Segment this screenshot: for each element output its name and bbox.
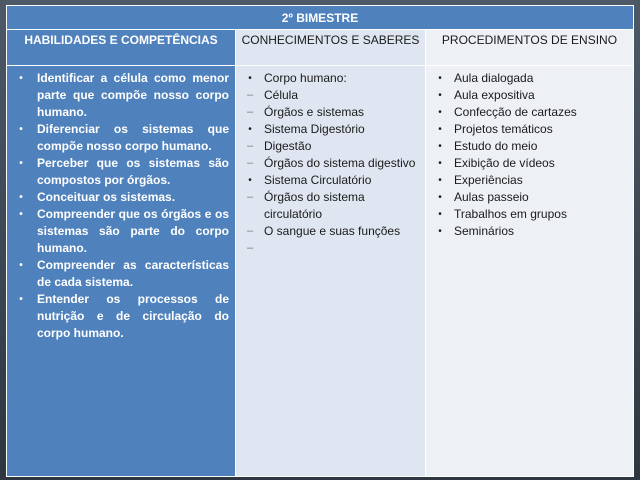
list-item (7, 70, 235, 121)
list-item-text: Exibição de vídeos (454, 156, 555, 170)
list-item-text: Compreender as características de cada sistema. (37, 258, 229, 289)
list-item (236, 70, 425, 87)
dash-bullet-icon: – (246, 225, 254, 237)
list-item (426, 206, 633, 223)
list-item (7, 189, 235, 206)
list-item (236, 155, 425, 172)
column-list (7, 66, 235, 342)
list-item (426, 138, 633, 155)
list-item-text: Perceber que os sistemas são compostos por órgãos. (37, 156, 229, 187)
list-item (7, 206, 235, 257)
column-list (236, 66, 425, 254)
lesson-plan-table (6, 5, 634, 477)
column-procedimentos (426, 30, 633, 476)
list-item-text: Órgãos do sistema digestivo (264, 156, 416, 170)
list-item-text: Sistema Circulatório (264, 173, 372, 187)
list-item-text: Conceituar os sistemas. (37, 190, 176, 204)
column-list (426, 66, 633, 240)
bullet-icon: • (19, 73, 23, 84)
bullet-icon: • (19, 260, 23, 271)
bullet-icon: • (19, 294, 23, 305)
column-habilidades (7, 30, 236, 476)
list-item-text: Órgãos do sistema circulatório (264, 190, 365, 221)
list-item (236, 189, 425, 223)
dash-bullet-icon: – (246, 157, 254, 169)
list-item (236, 223, 425, 240)
bullet-icon: • (248, 175, 252, 186)
list-item (426, 87, 633, 104)
list-item (236, 121, 425, 138)
list-item (426, 121, 633, 138)
list-item-text: Célula (264, 88, 299, 102)
dash-bullet-icon: – (246, 191, 254, 203)
bullet-icon: • (19, 158, 23, 169)
list-item (426, 155, 633, 172)
list-item-text: O sangue e suas funções (264, 224, 401, 238)
list-item (426, 189, 633, 206)
column-header: PROCEDIMENTOS DE ENSINO (426, 30, 633, 66)
list-item (426, 172, 633, 189)
list-item-text: Entender os processos de nutrição e de circulação do corpo humano. (37, 292, 229, 340)
list-item-text: Órgãos e sistemas (264, 105, 365, 119)
bullet-icon: • (438, 209, 442, 220)
bullet-icon: • (248, 73, 252, 84)
column-conhecimentos (236, 30, 426, 476)
list-item-text: Aulas passeio (454, 190, 529, 204)
bullet-icon: • (438, 141, 442, 152)
list-item-text: Digestão (264, 139, 312, 153)
bullet-icon: • (438, 192, 442, 203)
bullet-icon: • (438, 73, 442, 84)
list-item (236, 138, 425, 155)
list-item-text: Trabalhos em grupos (454, 207, 567, 221)
list-item-text: Aula dialogada (454, 71, 534, 85)
list-item (7, 257, 235, 291)
list-item-text: Estudo do meio (454, 139, 538, 153)
table-title: 2º BIMESTRE (7, 6, 633, 30)
list-item (426, 70, 633, 87)
list-item-text: Corpo humano: (264, 71, 347, 85)
list-item-text: Experiências (454, 173, 523, 187)
list-item (7, 121, 235, 155)
bullet-icon: • (19, 192, 23, 203)
list-item-text: Diferenciar os sistemas que compõe nosso corpo humano. (37, 122, 229, 153)
list-item (426, 223, 633, 240)
list-item-text: Confecção de cartazes (454, 105, 577, 119)
list-item (7, 291, 235, 342)
dash-bullet-icon: – (246, 242, 254, 254)
list-item-text: Seminários (454, 224, 515, 238)
list-item-text: Sistema Digestório (264, 122, 365, 136)
bullet-icon: • (438, 175, 442, 186)
list-item (426, 104, 633, 121)
bullet-icon: • (438, 107, 442, 118)
bullet-icon: • (248, 124, 252, 135)
list-item-text: Identificar a célula como menor parte que compõe nosso corpo humano. (37, 71, 229, 119)
list-item-text: Aula expositiva (454, 88, 535, 102)
bullet-icon: • (438, 226, 442, 237)
dash-bullet-icon: – (246, 89, 254, 101)
list-item (236, 172, 425, 189)
bullet-icon: • (19, 124, 23, 135)
bullet-icon: • (438, 90, 442, 101)
column-header: HABILIDADES E COMPETÊNCIAS (7, 30, 235, 66)
dash-bullet-icon: – (246, 106, 254, 118)
bullet-icon: • (438, 158, 442, 169)
list-item-text: Compreender que os órgãos e os sistemas são parte do corpo humano. (37, 207, 229, 255)
list-item-text: Projetos temáticos (454, 122, 553, 136)
bullet-icon: • (19, 209, 23, 220)
list-item (236, 104, 425, 121)
column-header: CONHECIMENTOS E SABERES (236, 30, 425, 66)
list-item (236, 87, 425, 104)
bullet-icon: • (438, 124, 442, 135)
list-item (7, 155, 235, 189)
dash-bullet-icon: – (246, 140, 254, 152)
